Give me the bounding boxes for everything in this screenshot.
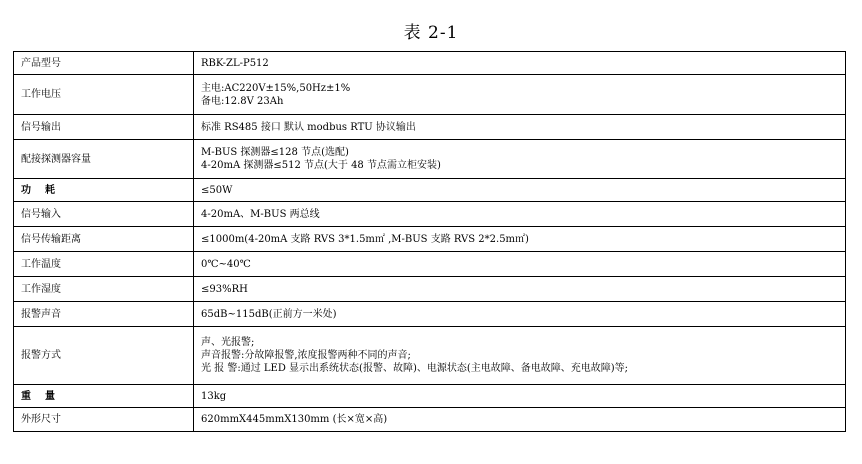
value-line: 65dB~115dB(正前方一米处) bbox=[201, 308, 337, 320]
table-row-model bbox=[14, 52, 846, 75]
value-line: 声、光报警; bbox=[201, 337, 255, 348]
row-label: 功耗 bbox=[14, 179, 194, 202]
value-line: ≤1000m(4-20mA 支路 RVS 3*1.5m㎡ ,M-BUS 支路 RVS 2*2.5m㎡) bbox=[201, 233, 529, 245]
row-value bbox=[194, 227, 846, 252]
row-label: 信号输入 bbox=[14, 202, 194, 227]
value-line: RBK-ZL-P512 bbox=[201, 57, 269, 69]
value-line: 标准 RS485 接口 默认 modbus RTU 协议输出 bbox=[201, 121, 416, 133]
value-line: 备电:12.8V 23Ah bbox=[201, 95, 284, 107]
value-line: 13kg bbox=[201, 390, 227, 402]
row-label: 产品型号 bbox=[14, 52, 194, 75]
table-row-alarm-sound bbox=[14, 302, 846, 327]
value-line: 声音报警:分故障报警,浓度报警两种不同的声音; bbox=[201, 350, 411, 361]
row-label: 信号传输距离 bbox=[14, 227, 194, 252]
row-value bbox=[194, 115, 846, 140]
row-value bbox=[194, 179, 846, 202]
table-row-detector-capacity bbox=[14, 140, 846, 179]
table-row-temperature bbox=[14, 252, 846, 277]
row-label: 工作湿度 bbox=[14, 277, 194, 302]
row-value bbox=[194, 385, 846, 408]
row-label: 报警方式 bbox=[14, 327, 194, 385]
table-row-humidity bbox=[14, 277, 846, 302]
value-line: 0℃~40℃ bbox=[201, 258, 251, 270]
table-row-alarm-mode bbox=[14, 327, 846, 385]
table-row-signal-input bbox=[14, 202, 846, 227]
table-caption: 表 2-1 bbox=[403, 23, 459, 43]
value-line: ≤50W bbox=[201, 184, 233, 196]
value-line: ≤93%RH bbox=[201, 283, 248, 295]
row-value bbox=[194, 327, 846, 385]
row-label: 报警声音 bbox=[14, 302, 194, 327]
table-row-dimensions bbox=[14, 408, 846, 432]
table-row-distance bbox=[14, 227, 846, 252]
table-row-voltage bbox=[14, 75, 846, 115]
row-value bbox=[194, 302, 846, 327]
row-value bbox=[194, 252, 846, 277]
row-label: 信号输出 bbox=[14, 115, 194, 140]
value-line: 光 报 警:通过 LED 显示出系统状态(报警、故障)、电源状态(主电故障、备电故障、充电故障)等; bbox=[201, 363, 629, 374]
row-label: 配接探测器容量 bbox=[14, 140, 194, 179]
table-row-signal-output bbox=[14, 115, 846, 140]
row-value bbox=[194, 202, 846, 227]
row-value bbox=[194, 408, 846, 432]
row-value bbox=[194, 140, 846, 179]
value-line: M-BUS 探测器≤128 节点(选配) bbox=[201, 147, 349, 158]
row-label: 工作电压 bbox=[14, 75, 194, 115]
value-line: 主电:AC220V±15%,50Hz±1% bbox=[201, 82, 351, 94]
table-row-weight bbox=[14, 385, 846, 408]
row-label: 外形尺寸 bbox=[14, 408, 194, 432]
row-label: 重量 bbox=[14, 385, 194, 408]
row-value bbox=[194, 75, 846, 115]
table-row-power bbox=[14, 179, 846, 202]
row-value bbox=[194, 277, 846, 302]
spec-table bbox=[13, 51, 846, 432]
value-line: 4-20mA 探测器≤512 节点(大于 48 节点需立柜安装) bbox=[201, 160, 441, 171]
row-value bbox=[194, 52, 846, 75]
value-line: 620mmX445mmX130mm (长×宽×高) bbox=[201, 414, 388, 425]
row-label: 工作温度 bbox=[14, 252, 194, 277]
value-line: 4-20mA、M-BUS 两总线 bbox=[201, 208, 320, 220]
